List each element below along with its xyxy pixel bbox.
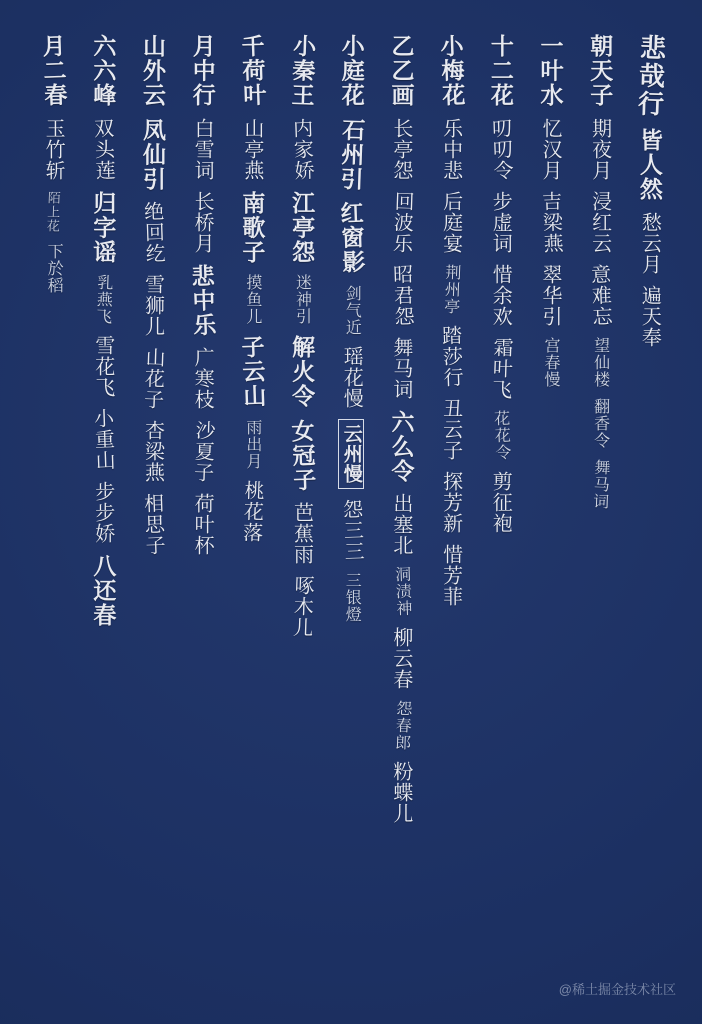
cipai-name: 杏梁燕 [141,420,164,483]
cipai-name: 红窗影 [337,200,366,275]
cipai-name: 悲哉行 [633,33,666,119]
cipai-name: 沙夏子 [190,419,215,484]
cipai-name: 一叶水 [537,34,563,108]
cipai-name: 白雪词 [191,117,214,181]
cipai-name: 昭君怨 [388,263,413,327]
cipai-name: 长亭怨 [389,117,412,181]
cipai-name: 双头莲 [90,117,115,181]
cipai-name: 遍天奉 [638,284,661,348]
cipai-name: 雪狮儿 [141,274,164,337]
cipai-name: 迷神引 [293,274,311,325]
cipai-name: 长桥月 [191,190,214,254]
cipai-name: 啄木儿 [289,574,314,639]
cipai-name: 朝天子 [587,34,613,108]
cipai-name: 望仙楼 [591,336,609,388]
cipai-name: 子云山 [238,334,266,409]
cipai-name: 南歌子 [239,190,265,264]
column-13 [28,34,78,964]
cipai-name: 步虚词 [489,190,512,254]
cipai-name: 乙乙画 [388,34,414,108]
cipai-name: 绝回纥 [140,200,165,265]
watermark [559,979,676,998]
cipai-name: 山花子 [140,346,165,411]
cipai-name: 踏莎行 [438,324,463,388]
cipai-name: 期夜月 [588,117,611,181]
column-12 [78,34,128,964]
cipai-name: 丑云子 [439,397,462,461]
cipai-name: 女冠子 [287,418,316,493]
cipai-name: 小重山 [90,407,115,472]
cipai-name: 意难忘 [587,263,612,327]
cipai-name: 小梅花 [436,33,465,108]
cipai-name: 怨春郎 [391,699,411,752]
cipai-name: 月中行 [189,34,215,108]
cipai-name: 步步娇 [91,481,114,544]
cipai-name: 霜叶飞 [488,336,513,400]
cipai-name: 吉梁燕 [537,190,563,254]
cipai-name: 怨三三 [339,498,364,562]
cipai-name: 摸鱼儿 [243,274,261,325]
cipai-name: 瑶花慢 [340,345,363,409]
column-6 [376,34,426,964]
cipai-name: 舞马词 [389,336,412,400]
cipai-name: 桃花落 [239,479,264,543]
cipai-name: 回波乐 [388,190,413,254]
cipai-name: 凤仙引 [140,117,165,191]
cipai-name: 乳燕飞 [93,273,113,326]
column-1 [624,34,674,964]
cipai-name: 下於稻 [45,242,63,294]
cipai-name: 六么令 [388,409,414,483]
column-11 [127,34,177,964]
cipai-name: 广寒枝 [191,347,214,410]
cipai-name: 相思子 [140,492,165,557]
cipai-name: 解火令 [289,335,315,409]
cipai-name: 内家娇 [289,117,314,181]
cipai-name: 出塞北 [389,493,412,556]
cipai-name: 雪花飞 [91,335,114,398]
watermark-text: @稀土掘金技术社区 [558,982,676,997]
cipai-name: 山外云 [140,34,165,108]
cipai-name: 惜芳菲 [439,543,462,607]
cipai-name: 山亭燕 [240,117,263,181]
cipai-name: 雨出月 [243,418,261,470]
cipai-name: 惜余欢 [489,263,512,327]
cipai-name: 柳云春 [389,627,412,690]
column-9 [227,34,277,964]
cipai-name: 云州慢 [338,419,363,489]
cipai-name: 玉竹斩 [42,117,65,181]
column-3 [525,34,575,964]
cipai-name: 六六峰 [90,34,116,108]
cipai-name: 江亭怨 [289,190,315,264]
cipai-name: 荆州亭 [441,263,461,315]
cipai-name: 十二花 [487,34,513,108]
cipai-name: 宫春慢 [541,336,559,388]
cipai-name: 芭蕉雨 [290,502,313,565]
cipai-name: 洞渍神 [391,565,411,618]
cipai-name: 荷叶杯 [191,493,214,556]
column-10 [177,34,227,964]
cipai-name: 翠华引 [538,263,561,327]
cipai-name: 愁云月 [638,211,661,275]
cipai-name: 八还春 [90,554,116,628]
cipai-name: 剑气近 [343,284,361,336]
cipai-name: 花花令 [491,409,511,461]
cipai-name: 叨叨令 [488,117,513,181]
cipai-name: 皆人然 [636,128,662,202]
cipai-name: 千荷叶 [238,33,266,108]
cipai-name: 剪征袍 [489,470,512,534]
cipai-name: 悲中乐 [188,263,216,338]
calligraphy-grid [28,34,674,964]
cipai-name: 粉蝶儿 [389,761,412,824]
cipai-name: 后庭宴 [439,190,462,254]
cipai-name: 小庭花 [338,34,364,108]
cipai-name: 三银燈 [343,571,361,623]
cipai-name: 月二春 [39,33,67,108]
cipai-name: 浸红云 [588,190,611,254]
cipai-name: 舞马词 [590,458,610,510]
cipai-name: 陌上花 [44,190,62,233]
column-8 [277,34,327,964]
cipai-name: 石州引 [337,117,366,192]
column-2 [575,34,625,964]
cipai-name: 忆汉月 [538,117,561,181]
cipai-name: 小秦王 [287,33,316,108]
cipai-name: 乐中悲 [439,117,462,181]
column-5 [426,34,476,964]
cipai-name: 翻香令 [591,397,609,449]
cipai-name: 探芳新 [439,470,462,534]
column-4 [475,34,525,964]
cipai-name: 归字谣 [90,190,116,264]
column-7 [326,34,376,964]
